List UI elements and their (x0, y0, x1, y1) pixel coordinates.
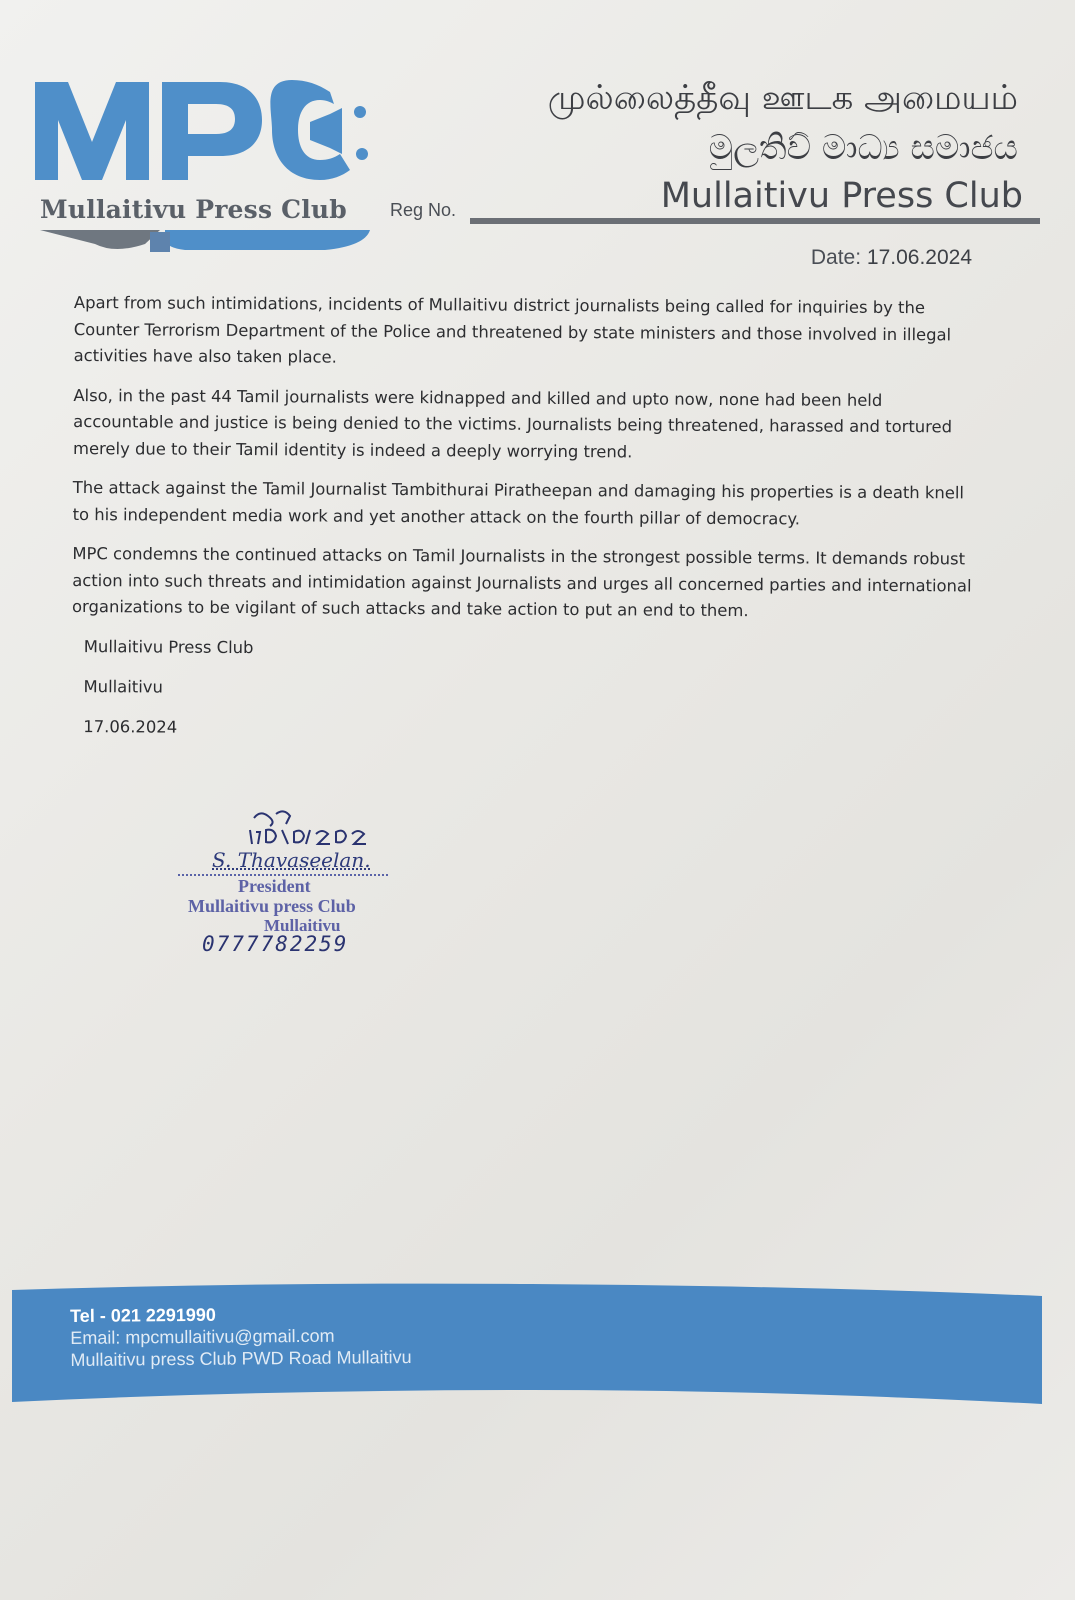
megaphone-icon (310, 108, 342, 154)
letter-date (811, 246, 972, 270)
footer-email: Email: mpcmullaitivu@gmail.com (70, 1325, 335, 1348)
stamp-org: Mullaitivu press Club (188, 896, 356, 916)
paragraph: MPC condemns the continued attacks on Tamil Journalists in the strongest possible terms. It demands robust action into such threats and intimidation against Journalists and urges all concerned parties and international organizations to be vigilant of such attacks and take action to put an end to them. (72, 543, 972, 621)
stamp-title: President (238, 876, 311, 896)
sign-off-place: Mullaitivu (83, 676, 163, 697)
reg-number-line (470, 218, 1040, 224)
footer-address: Mullaitivu press Club PWD Road Mullaitivu (70, 1347, 412, 1370)
org-name-english: Mullaitivu Press Club (660, 176, 1023, 216)
letterhead (0, 0, 1075, 270)
sign-off-org: Mullaitivu Press Club (83, 636, 254, 657)
footer-contact (70, 1302, 412, 1371)
paragraph: The attack against the Tamil Journalist Tambithurai Piratheepan and damaging his properties is a death knell to his independent media work and yet another attack on the fourth pillar of democracy. (72, 477, 965, 528)
signature-name: S. Thavaseelan. (212, 848, 371, 872)
logo-letter-p (162, 82, 262, 180)
letter-body (71, 290, 974, 759)
handwritten-date-scribble (246, 808, 376, 850)
org-name-sinhala: මුලතිව් මාධ්‍ය සමාජය (708, 128, 1018, 168)
handwritten-phone: 0777782259 (202, 932, 349, 956)
mpc-logo (30, 70, 375, 190)
footer-tel: Tel - 021 2291990 (70, 1304, 216, 1326)
paragraph: Also, in the past 44 Tamil journalists were kidnapped and killed and upto now, none had been held accountable and justice is being denied to the victims. Journalists being threatened, harassed and tortured merely due to their Tamil identity is indeed a deeply worrying trend. (72, 385, 953, 461)
reg-number-label: Reg No. (390, 200, 457, 220)
signature-stamp (178, 808, 438, 988)
date-value: 17.06.2024 (866, 246, 972, 269)
org-name-tamil: முல்லைத்தீவு ஊடக அமையம் (547, 78, 1018, 118)
sign-off-date: 17.06.2024 (83, 716, 178, 737)
date-label: Date: (810, 246, 862, 269)
logo-swoosh (35, 226, 375, 258)
stamp-town: Mullaitivu (264, 916, 341, 935)
paragraph: Apart from such intimidations, incidents of Mullaitivu district journalists being called for inquiries by the Counter Terrorism Department of the Police and threatened by state ministers and those involved in illegal activities have also taken place. (73, 292, 952, 367)
logo-letter-m (35, 82, 149, 180)
logo-org-name: Mullaitivu Press Club (40, 195, 347, 224)
